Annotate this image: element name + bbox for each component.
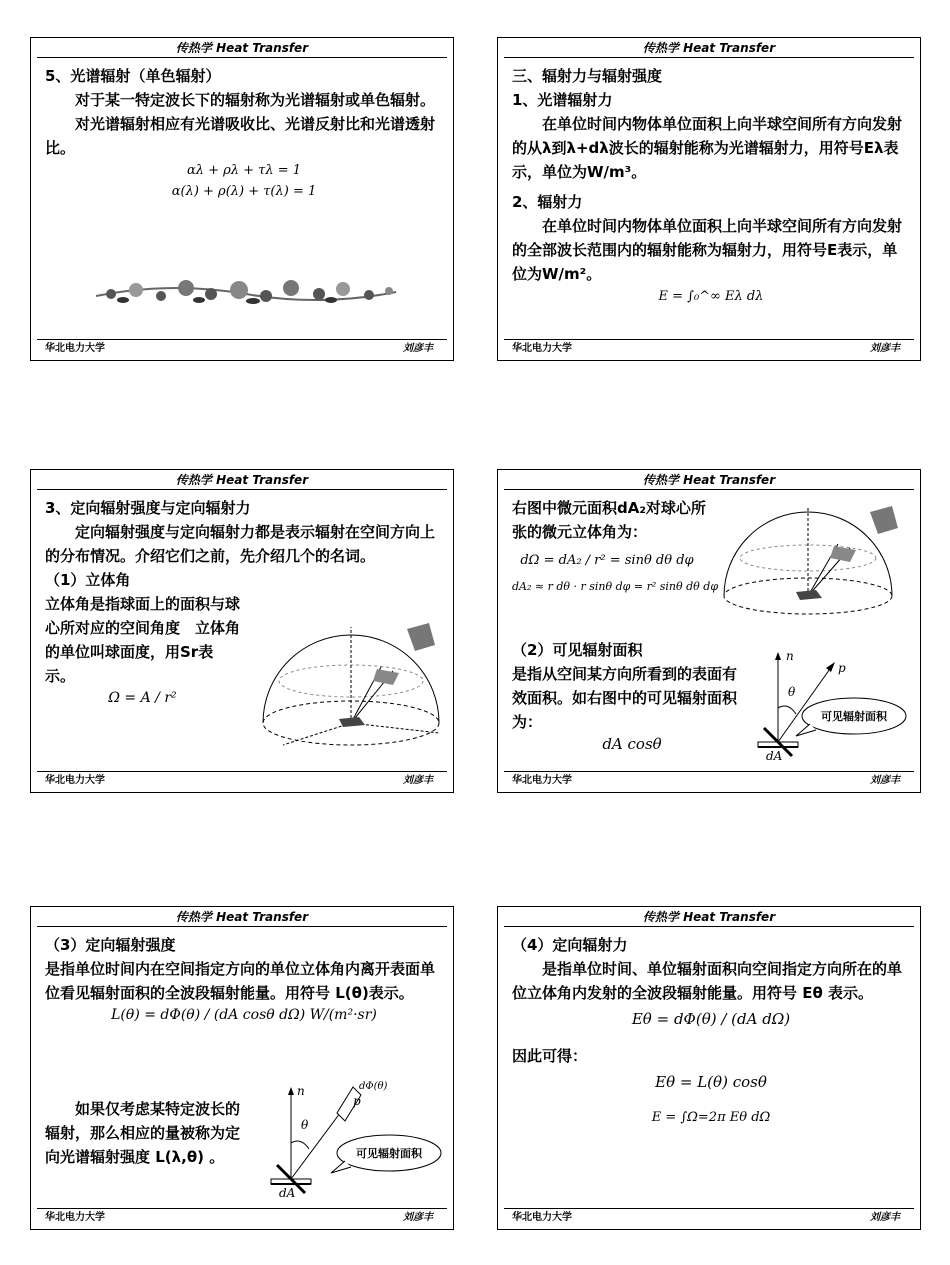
slide-content — [45, 933, 443, 1026]
equation: dA₂ ≈ r dθ · r sinθ dφ = r² sinθ dθ dφ — [512, 580, 719, 593]
svg-text:θ: θ — [301, 1118, 309, 1132]
slide-directional-emissive-power — [497, 906, 921, 1230]
visible-area-diagram — [740, 646, 916, 764]
paragraph: 对光谱辐射相应有光谱吸收比、光谱反射比和光谱透射比。 — [45, 115, 436, 157]
visible-area-section — [512, 638, 752, 755]
intensity-diagram — [257, 1077, 449, 1201]
flower-garland-decoration — [91, 276, 401, 310]
slide-header: 传热学 Heat Transfer — [37, 909, 447, 927]
visible-area-label: 可见辐射面积 — [356, 1147, 422, 1160]
university-name: 华北电力大学 — [45, 775, 105, 786]
paragraph: 是指从空间某方向所看到的表面有效面积。如右图中的可见辐射面积为： — [512, 665, 738, 731]
subtitle: 2、辐射力 — [512, 193, 583, 211]
author-name: 刘彦丰 — [403, 1212, 433, 1223]
equation: Eθ = L(θ) cosθ — [655, 1073, 767, 1091]
svg-text:dA: dA — [766, 749, 783, 763]
paragraph: 立体角是指球面上的面积与球心所对应的空间角度 立体角的单位叫球面度，用Sr表示。 — [45, 595, 241, 685]
slide-title: 三、辐射力与辐射强度 — [512, 67, 663, 85]
slide-content — [512, 933, 910, 1128]
equation: dΩ = dA₂ / r² = sinθ dθ dφ — [520, 553, 694, 568]
slide-title: 5、光谱辐射（单色辐射） — [45, 67, 221, 85]
equation: E = ∫₀^∞ Eλ dλ — [658, 289, 764, 304]
subtitle: （3）定向辐射强度 — [45, 936, 176, 954]
paragraph: 如果仅考虑某特定波长的辐射，那么相应的量被称为定向光谱辐射强度 L(λ,θ) 。 — [45, 1100, 241, 1166]
slide-header: 传热学 Heat Transfer — [37, 40, 447, 58]
slide-header: 传热学 Heat Transfer — [504, 40, 914, 58]
paragraph: 在单位时间内物体单位面积上向半球空间所有方向发射的全部波长范围内的辐射能称为辐射力，用符号E表示，单位为W/m²。 — [512, 217, 903, 283]
university-name: 华北电力大学 — [512, 1212, 572, 1223]
subtitle: 1、光谱辐射力 — [512, 91, 613, 109]
author-name: 刘彦丰 — [403, 775, 433, 786]
paragraph: 定向辐射强度与定向辐射力都是表示辐射在空间方向上的分布情况。介绍它们之前，先介绍几个的名词。 — [45, 523, 436, 565]
slide-content — [512, 64, 910, 307]
slide-footer — [37, 1208, 447, 1226]
equation: E = ∫Ω=2π Eθ dΩ — [651, 1110, 771, 1125]
slide-title: 3、定向辐射强度与定向辐射力 — [45, 499, 251, 517]
slide-solid-angle — [30, 469, 454, 793]
svg-text:p: p — [838, 661, 846, 675]
svg-text:p: p — [353, 1094, 361, 1108]
slide-footer — [504, 339, 914, 357]
university-name: 华北电力大学 — [45, 343, 105, 354]
university-name: 华北电力大学 — [512, 775, 572, 786]
svg-text:θ: θ — [788, 685, 796, 699]
slide-footer — [504, 1208, 914, 1226]
subtitle: （2）可见辐射面积 — [512, 641, 643, 659]
slide-footer — [37, 771, 447, 789]
slide-content — [45, 64, 443, 202]
equation: L(θ) = dΦ(θ) / (dA cosθ dΩ) W/(m²·sr) — [111, 1007, 377, 1023]
author-name: 刘彦丰 — [870, 1212, 900, 1223]
slide-content — [512, 496, 712, 544]
equation: αλ + ρλ + τλ = 1 — [186, 163, 302, 178]
hemisphere-diagram — [253, 605, 449, 755]
equation: Eθ = dΦ(θ) / (dA dΩ) — [631, 1010, 791, 1028]
slide-spectral-radiation — [30, 37, 454, 361]
equation: dA cosθ — [602, 735, 662, 753]
subtitle: （1）立体角 — [45, 571, 131, 589]
paragraph: 是指单位时间、单位辐射面积向空间指定方向所在的单位立体角内发射的全波段辐射能量。用符号 Eθ 表示。 — [512, 960, 903, 1002]
slide-emissive-power — [497, 37, 921, 361]
svg-text:n: n — [297, 1084, 305, 1098]
paragraph: 是指单位时间内在空间指定方向的单位立体角内离开表面单位看见辐射面积的全波段辐射能量。用符号 L(θ)表示。 — [45, 960, 436, 1002]
paragraph: 因此可得： — [512, 1047, 588, 1065]
svg-text:dΦ(θ): dΦ(θ) — [359, 1081, 388, 1092]
subtitle: （4）定向辐射力 — [512, 936, 628, 954]
paragraph: 右图中微元面积dA₂对球心所张的微元立体角为： — [512, 499, 706, 541]
hemisphere-diagram — [716, 492, 914, 616]
slide-header: 传热学 Heat Transfer — [504, 909, 914, 927]
author-name: 刘彦丰 — [870, 775, 900, 786]
slide-directional-intensity — [30, 906, 454, 1230]
equation: α(λ) + ρ(λ) + τ(λ) = 1 — [171, 184, 317, 199]
visible-area-label: 可见辐射面积 — [821, 710, 887, 723]
paragraph: 对于某一特定波长下的辐射称为光谱辐射或单色辐射。 — [75, 91, 436, 109]
author-name: 刘彦丰 — [403, 343, 433, 354]
svg-text:dA: dA — [279, 1186, 296, 1200]
university-name: 华北电力大学 — [512, 343, 572, 354]
slide-footer — [37, 339, 447, 357]
slide-header: 传热学 Heat Transfer — [37, 472, 447, 490]
university-name: 华北电力大学 — [45, 1212, 105, 1223]
slide-footer — [504, 771, 914, 789]
equation: Ω = A / r² — [108, 690, 177, 706]
paragraph: 在单位时间内物体单位面积上向半球空间所有方向发射的从λ到λ+dλ波长的辐射能称为光谱辐射力，用符号Eλ表示，单位为W/m³。 — [512, 115, 903, 181]
slide-header: 传热学 Heat Transfer — [504, 472, 914, 490]
slide-visible-area — [497, 469, 921, 793]
author-name: 刘彦丰 — [870, 343, 900, 354]
svg-text:n: n — [786, 649, 794, 663]
